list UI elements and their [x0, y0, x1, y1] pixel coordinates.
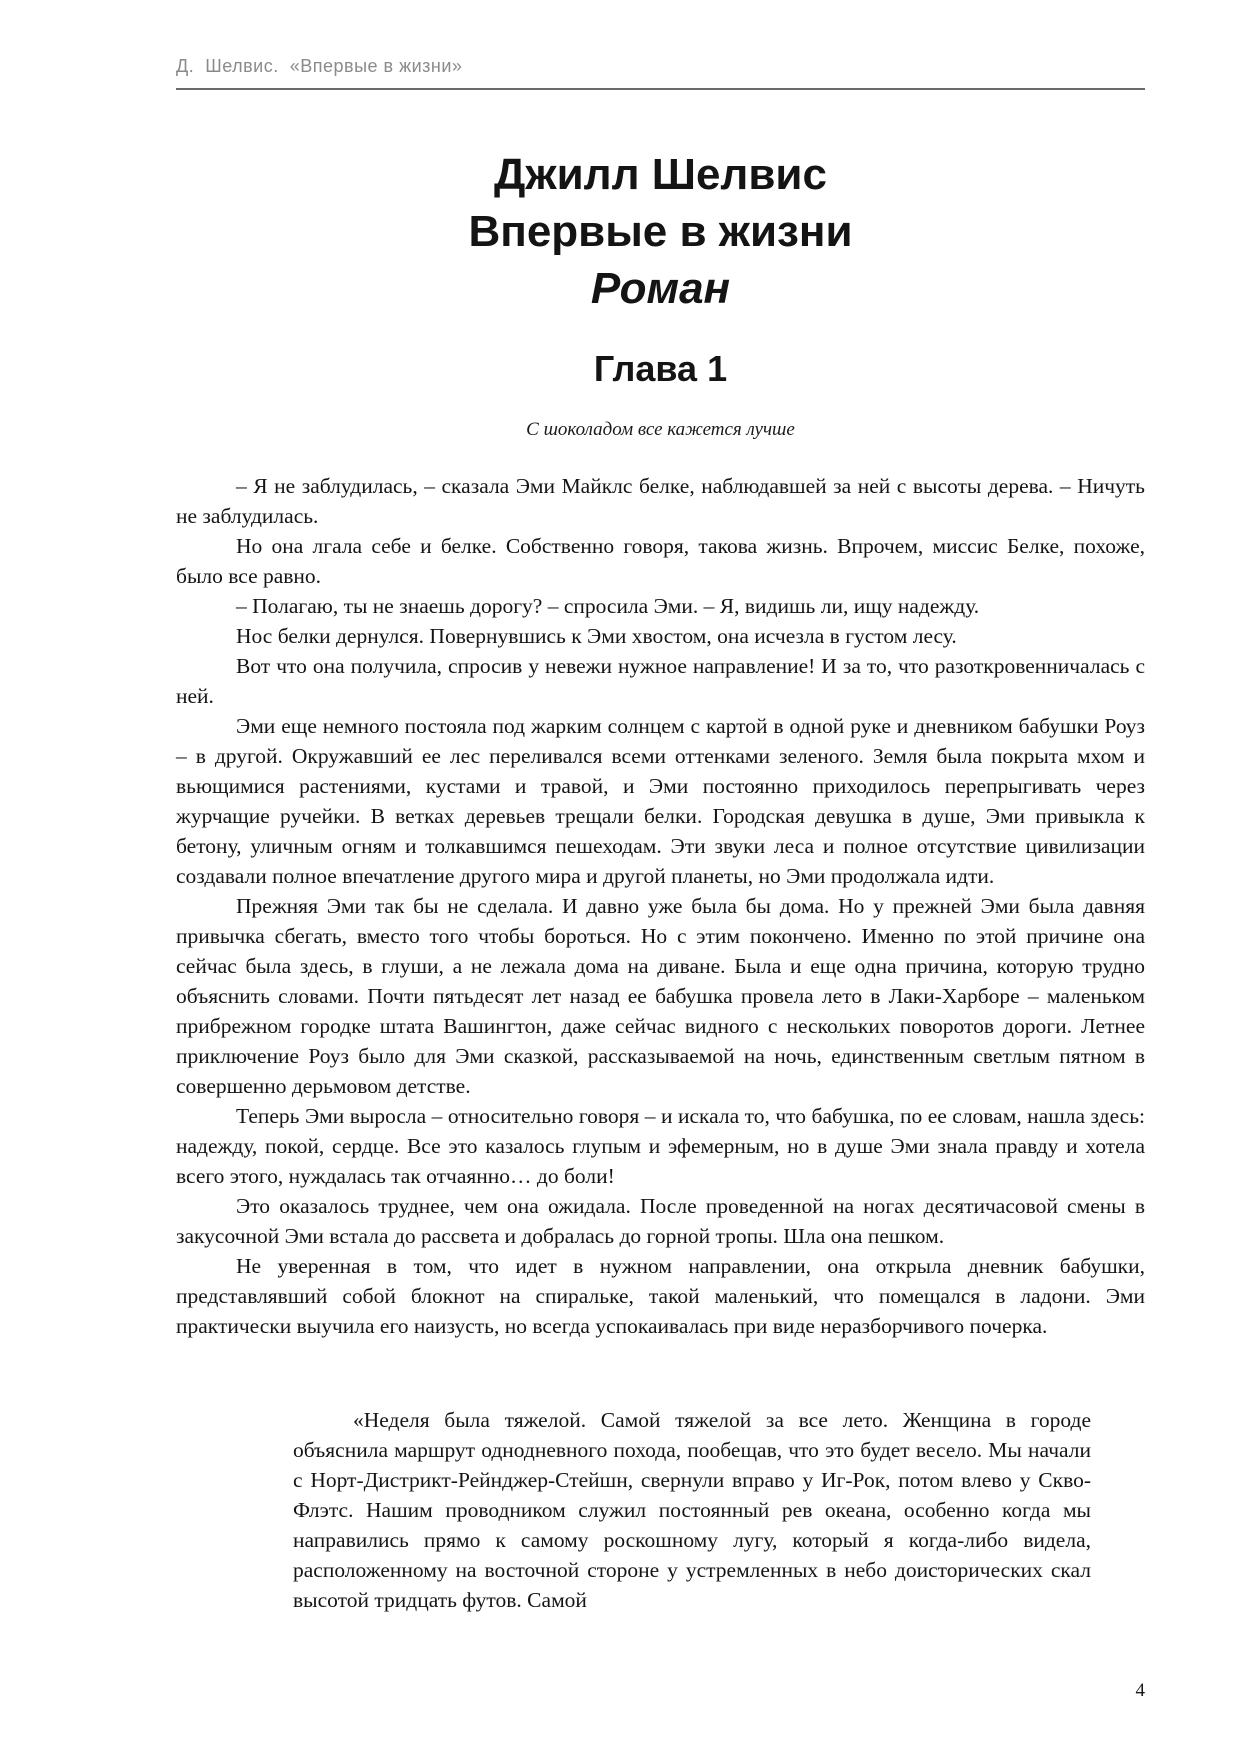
body-text	[176, 471, 1145, 1341]
author-name: Джилл Шелвис	[494, 150, 827, 199]
paragraph: Теперь Эми выросла – относительно говоря – и искала то, что бабушка, по ее словам, нашла здесь: надежду, покой, сердце. Все это казалось глупым и эфемерным, но в душе Эми знала правду и хотела всего этого, нуждалась так отчаянно… до боли!	[176, 1104, 1145, 1188]
paragraph: Нос белки дернулся. Повернувшись к Эми хвостом, она исчезла в густом лесу.	[236, 624, 957, 648]
title-block	[176, 146, 1145, 317]
paragraph: Эми еще немного постояла под жарким солнцем с картой в одной руке и дневником бабушки Роуз – в другой. Окружавший ее лес переливался всеми оттенками зеленого. Земля была покрыта мхом и вьющимися растениями, кустами и травой, и Эми постоянно приходилось перепрыгивать через журчащие ручейки. В ветках деревьев трещали белки. Городская девушка в душе, Эми привыкла к бетону, уличным огням и толкавшимся пешеходам. Эти звуки леса и полное отсутствие цивилизации создавали полное впечатление другого мира и другой планеты, но Эми продолжала идти.	[176, 714, 1145, 888]
paragraph: Вот что она получила, спросив у невежи нужное направление! И за то, что разоткровенничалась с ней.	[176, 654, 1145, 708]
paragraph: Прежняя Эми так бы не сделала. И давно уже была бы дома. Но у прежней Эми была давняя привычка сбегать, вместо того чтобы бороться. Но с этим покончено. Именно по этой причине она сейчас была здесь, в глуши, а не лежала дома на диване. Была и еще одна причина, которую трудно объяснить словами. Почти пятьдесят лет назад ее бабушка провела лето в Лаки-Харборе – маленьком прибрежном городке штата Вашингтон, даже сейчас видного с нескольких поворотов дороги. Летнее приключение Роуз было для Эми сказкой, рассказываемой на ночь, единственным светлым пятном в совершенно дерьмовом детстве.	[176, 894, 1145, 1098]
book-genre: Роман	[590, 264, 731, 313]
quote-paragraph: «Неделя была тяжелой. Самой тяжелой за все лето. Женщина в городе объяснила маршрут однодневного похода, пообещав, что это будет весело. Мы начали с Норт-Дистрикт-Рейнджер-Стейшн, свернули вправо у Иг-Рок, потом влево у Скво-Флэтс. Нашим проводником служил постоянный рев океана, особенно когда мы направились прямо к самому роскошному лугу, который я когда-либо видела, расположенному на восточной стороне у устремленных в небо доисторических скал высотой тридцать футов. Самой	[293, 1408, 1091, 1612]
chapter-epigraph: С шоколадом все кажется лучше	[526, 419, 795, 440]
running-head: Д. Шелвис. «Впервые в жизни»	[176, 56, 463, 76]
header-rule	[176, 88, 1145, 90]
page-number: 4	[1135, 1680, 1145, 1701]
paragraph: Но она лгала себе и белке. Собственно говоря, такова жизнь. Впрочем, миссис Белке, похоже, было все равно.	[176, 534, 1145, 588]
paragraph: – Полагаю, ты не знаешь дорогу? – спросила Эми. – Я, видишь ли, ищу надежду.	[236, 594, 980, 618]
paragraph: – Я не заблудилась, – сказала Эми Майклс белке, наблюдавшей за ней с высоты дерева. – Ничуть не заблудилась.	[176, 474, 1145, 528]
paragraph: Это оказалось труднее, чем она ожидала. После проведенной на ногах десятичасовой смены в закусочной Эми встала до рассвета и добралась до горной тропы. Шла она пешком.	[176, 1194, 1145, 1248]
diary-quote	[293, 1405, 1091, 1615]
paragraph: Не уверенная в том, что идет в нужном направлении, она открыла дневник бабушки, представлявший собой блокнот на спиральке, такой маленький, что помещался в ладони. Эми практически выучила его наизусть, но всегда успокаивалась при виде неразборчивого почерка.	[176, 1254, 1145, 1338]
chapter-heading: Глава 1	[593, 348, 728, 389]
book-title: Впервые в жизни	[468, 207, 853, 256]
